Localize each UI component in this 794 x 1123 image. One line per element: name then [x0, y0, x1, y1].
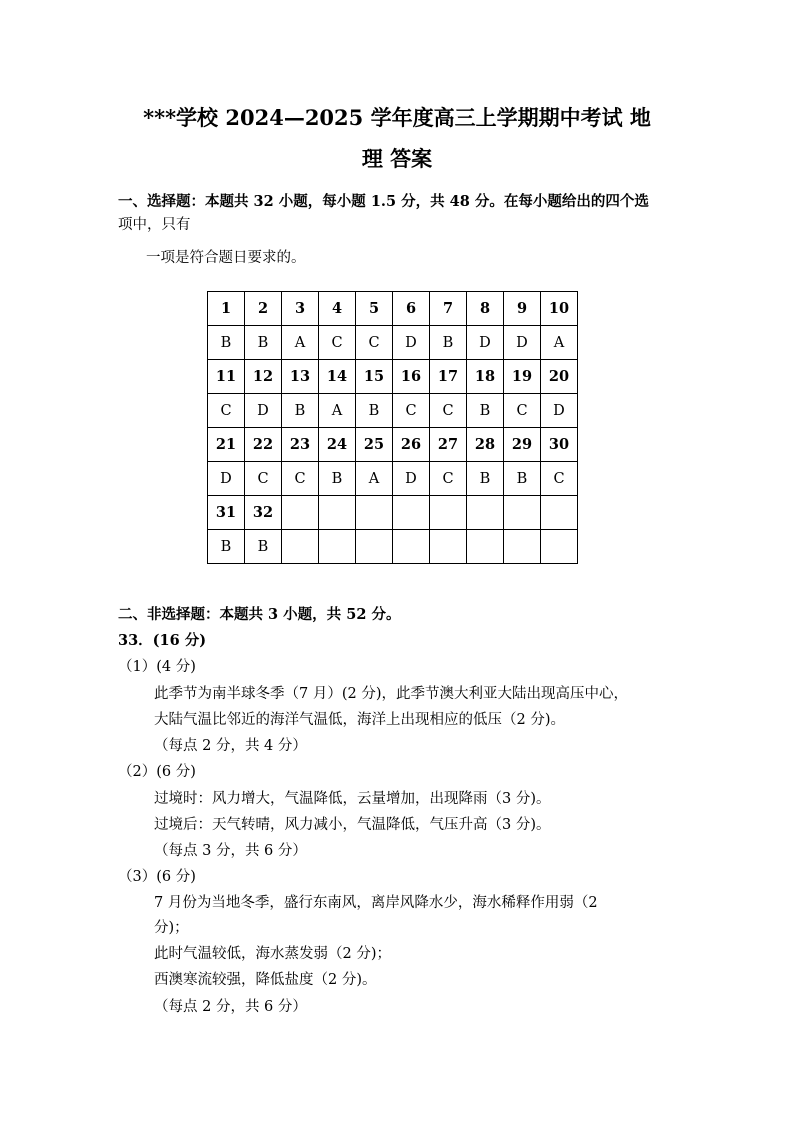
question-number-cell	[319, 496, 356, 530]
answer-cell: C	[319, 326, 356, 360]
question-number-cell: 21	[208, 428, 245, 462]
question-number-cell: 4	[319, 292, 356, 326]
answer-cell: B	[467, 462, 504, 496]
answer-cell: C	[282, 462, 319, 496]
question-number-cell: 14	[319, 360, 356, 394]
question-number-cell: 32	[245, 496, 282, 530]
part-3-answer-line-1: 7 月份为当地冬季，盛行东南风，离岸风降水少，海水稀释作用弱（2	[154, 895, 598, 911]
question-number-cell	[282, 496, 319, 530]
question-number-cell	[467, 496, 504, 530]
answer-cell	[541, 530, 578, 564]
answer-cell: C	[430, 394, 467, 428]
question-number-row	[208, 496, 578, 530]
part-3-answer-line-2: 分)；	[154, 920, 189, 936]
question-number-cell: 20	[541, 360, 578, 394]
part-3-label: （3）(6 分)	[118, 869, 196, 885]
answer-cell: C	[541, 462, 578, 496]
question-number-cell: 16	[393, 360, 430, 394]
answer-cell	[282, 530, 319, 564]
question-number-cell: 3	[282, 292, 319, 326]
question-number-cell: 2	[245, 292, 282, 326]
answer-cell: C	[393, 394, 430, 428]
part-3-scoring-note: （每点 2 分，共 6 分）	[154, 999, 307, 1015]
question-33-title: 33．(16 分)	[118, 632, 207, 649]
question-number-cell: 24	[319, 428, 356, 462]
answer-cell: B	[282, 394, 319, 428]
question-number-cell: 5	[356, 292, 393, 326]
answer-cell: A	[282, 326, 319, 360]
answer-cell	[504, 530, 541, 564]
question-number-cell	[356, 496, 393, 530]
question-number-cell	[504, 496, 541, 530]
question-number-cell	[541, 496, 578, 530]
question-number-cell: 7	[430, 292, 467, 326]
question-number-cell	[430, 496, 467, 530]
question-number-cell: 31	[208, 496, 245, 530]
question-number-cell: 18	[467, 360, 504, 394]
question-number-cell: 11	[208, 360, 245, 394]
document-title-line-1: ***学校 2024—2025 学年度高三上学期期中考试 地	[143, 105, 651, 130]
answer-cell: D	[393, 462, 430, 496]
question-number-row	[208, 292, 578, 326]
question-number-cell: 8	[467, 292, 504, 326]
question-number-cell	[393, 496, 430, 530]
question-number-cell: 9	[504, 292, 541, 326]
part-1-scoring-note: （每点 2 分，共 4 分）	[154, 738, 307, 754]
question-number-row	[208, 360, 578, 394]
question-number-cell: 1	[208, 292, 245, 326]
answer-cell: D	[208, 462, 245, 496]
answer-cell: B	[467, 394, 504, 428]
answer-cell: B	[208, 326, 245, 360]
answer-cell: C	[356, 326, 393, 360]
part-3-answer-line-4: 西澳寒流较强，降低盐度（2 分)。	[154, 972, 377, 988]
question-number-cell: 23	[282, 428, 319, 462]
answer-cell: B	[245, 326, 282, 360]
question-number-cell: 25	[356, 428, 393, 462]
part-2-answer-line-1: 过境时：风力增大，气温降低，云量增加，出现降雨（3 分)。	[154, 791, 551, 807]
section1-header: 一、选择题：本题共 32 小题，每小题 1.5 分，共 48 分。在每小题给出的四个选	[118, 193, 649, 210]
answer-row	[208, 462, 578, 496]
section2-header: 二、非选择题：本题共 3 小题，共 52 分。	[118, 606, 401, 623]
answer-cell	[467, 530, 504, 564]
question-number-cell: 10	[541, 292, 578, 326]
answer-cell: B	[208, 530, 245, 564]
answer-row	[208, 326, 578, 360]
answer-cell	[319, 530, 356, 564]
question-number-cell: 29	[504, 428, 541, 462]
part-1-label: （1）(4 分)	[118, 659, 196, 675]
question-number-row	[208, 428, 578, 462]
answer-cell: C	[430, 462, 467, 496]
part-3-answer-line-3: 此时气温较低，海水蒸发弱（2 分)；	[154, 946, 391, 962]
part-1-answer-line-1: 此季节为南半球冬季（7 月）(2 分)，此季节澳大利亚大陆出现高压中心，	[154, 686, 628, 702]
part-2-scoring-note: （每点 3 分，共 6 分）	[154, 843, 307, 859]
answer-cell: D	[541, 394, 578, 428]
question-number-cell: 17	[430, 360, 467, 394]
answer-cell: B	[430, 326, 467, 360]
answer-cell: B	[504, 462, 541, 496]
answer-cell	[393, 530, 430, 564]
part-1-answer-line-2: 大陆气温比邻近的海洋气温低，海洋上出现相应的低压（2 分)。	[154, 712, 565, 728]
answer-cell: A	[541, 326, 578, 360]
answer-cell: C	[245, 462, 282, 496]
answer-cell: D	[467, 326, 504, 360]
document-title-line-2: 理 答案	[361, 146, 433, 171]
section1-instruction: 一项是符合题日要求的。	[146, 250, 306, 266]
question-number-cell: 22	[245, 428, 282, 462]
question-number-cell: 15	[356, 360, 393, 394]
part-2-answer-line-2: 过境后：天气转晴，风力减小，气温降低，气压升高（3 分)。	[154, 817, 551, 833]
answer-cell: B	[356, 394, 393, 428]
answer-cell: D	[393, 326, 430, 360]
answer-cell: B	[245, 530, 282, 564]
question-number-cell: 6	[393, 292, 430, 326]
question-number-cell: 30	[541, 428, 578, 462]
answer-cell	[356, 530, 393, 564]
answer-cell	[430, 530, 467, 564]
question-number-cell: 19	[504, 360, 541, 394]
answer-cell: B	[319, 462, 356, 496]
answer-cell: A	[319, 394, 356, 428]
question-number-cell: 12	[245, 360, 282, 394]
question-number-cell: 26	[393, 428, 430, 462]
answer-cell: D	[504, 326, 541, 360]
question-number-cell: 28	[467, 428, 504, 462]
answer-cell: A	[356, 462, 393, 496]
section1-header-cont: 项中，只有	[118, 217, 191, 233]
answer-row	[208, 394, 578, 428]
answer-table	[207, 291, 578, 564]
answer-row	[208, 530, 578, 564]
question-number-cell: 27	[430, 428, 467, 462]
part-2-label: （2）(6 分)	[118, 764, 196, 780]
answer-cell: C	[208, 394, 245, 428]
answer-cell: C	[504, 394, 541, 428]
question-number-cell: 13	[282, 360, 319, 394]
answer-cell: D	[245, 394, 282, 428]
